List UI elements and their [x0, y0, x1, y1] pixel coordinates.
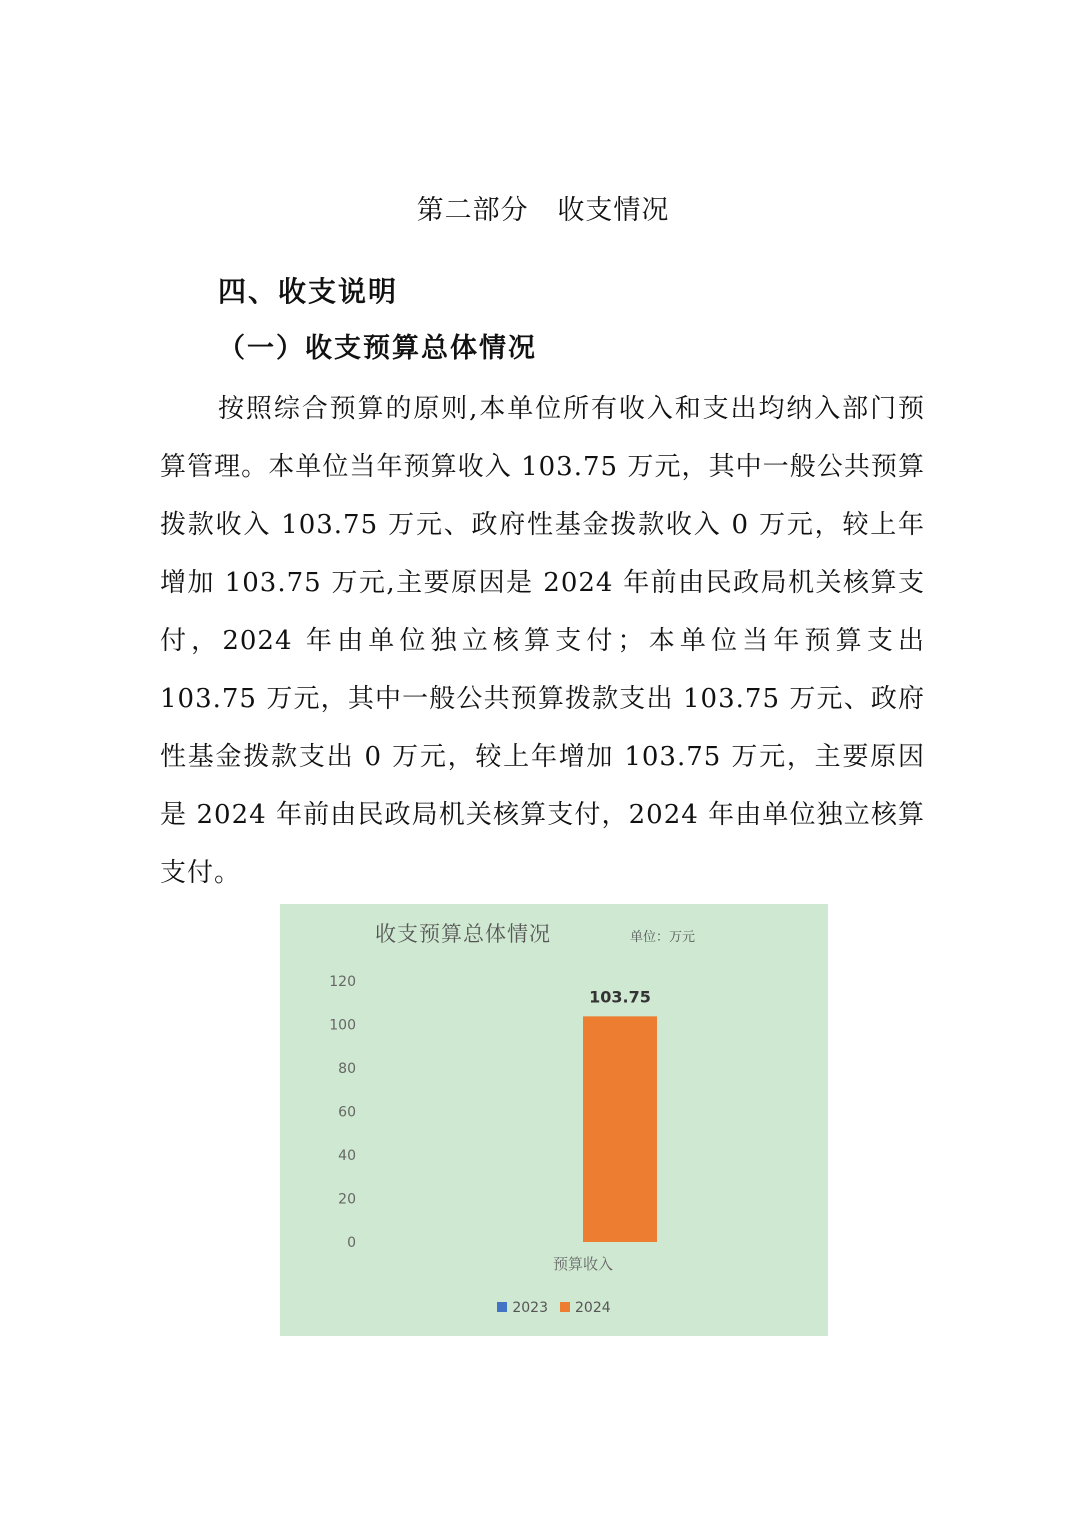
section-heading: 四、收支说明: [218, 275, 399, 308]
x-category-label: 预算收入: [552, 1255, 614, 1273]
part-title: 第二部分 收支情况: [416, 195, 670, 226]
y-tick-label: 80: [338, 1061, 356, 1077]
bar-2024: [583, 1016, 657, 1242]
legend-label: 2024: [575, 1300, 611, 1316]
y-tick-label: 40: [338, 1148, 356, 1164]
chart-legend: [280, 1300, 828, 1316]
budget-chart: [280, 904, 828, 1336]
chart-plot: [280, 904, 828, 1304]
legend-swatch: [560, 1302, 570, 1312]
legend-label: 2023: [512, 1300, 548, 1316]
chart-title: 收支预算总体情况: [375, 922, 551, 946]
y-tick-label: 100: [329, 1017, 356, 1034]
legend-item: [497, 1300, 548, 1316]
y-tick-label: 20: [338, 1191, 356, 1208]
legend-item: [560, 1300, 611, 1316]
body-paragraph: 按照综合预算的原则,本单位所有收入和支出均纳入部门预算管理。本单位当年预算收入 103.75 万元，其中一般公共预算拨款收入 103.75 万元、政府性基金拨款收入 0 万元，较上年增加 103.75 万元,主要原因是 2024 年前由民政局机关核算支付，2024 年由单位独立核算支付；本单位当年预算支出 103.75 万元，其中一般公共预算拨款支出 103.75 万元、政府性基金拨款支出 0 万元，较上年增加 103.75 万元，主要原因是 2024 年前由民政局机关核算支付，2024 年由单位独立核算支付。: [160, 394, 925, 888]
chart-unit-label: 单位：万元: [630, 930, 696, 945]
y-tick-label: 60: [338, 1104, 356, 1121]
y-tick-label: 0: [347, 1235, 356, 1251]
subsection-heading: （一）收支预算总体情况: [218, 333, 537, 364]
y-tick-label: 120: [329, 974, 356, 990]
legend-swatch: [497, 1302, 507, 1312]
data-label: 103.75: [589, 987, 651, 1007]
